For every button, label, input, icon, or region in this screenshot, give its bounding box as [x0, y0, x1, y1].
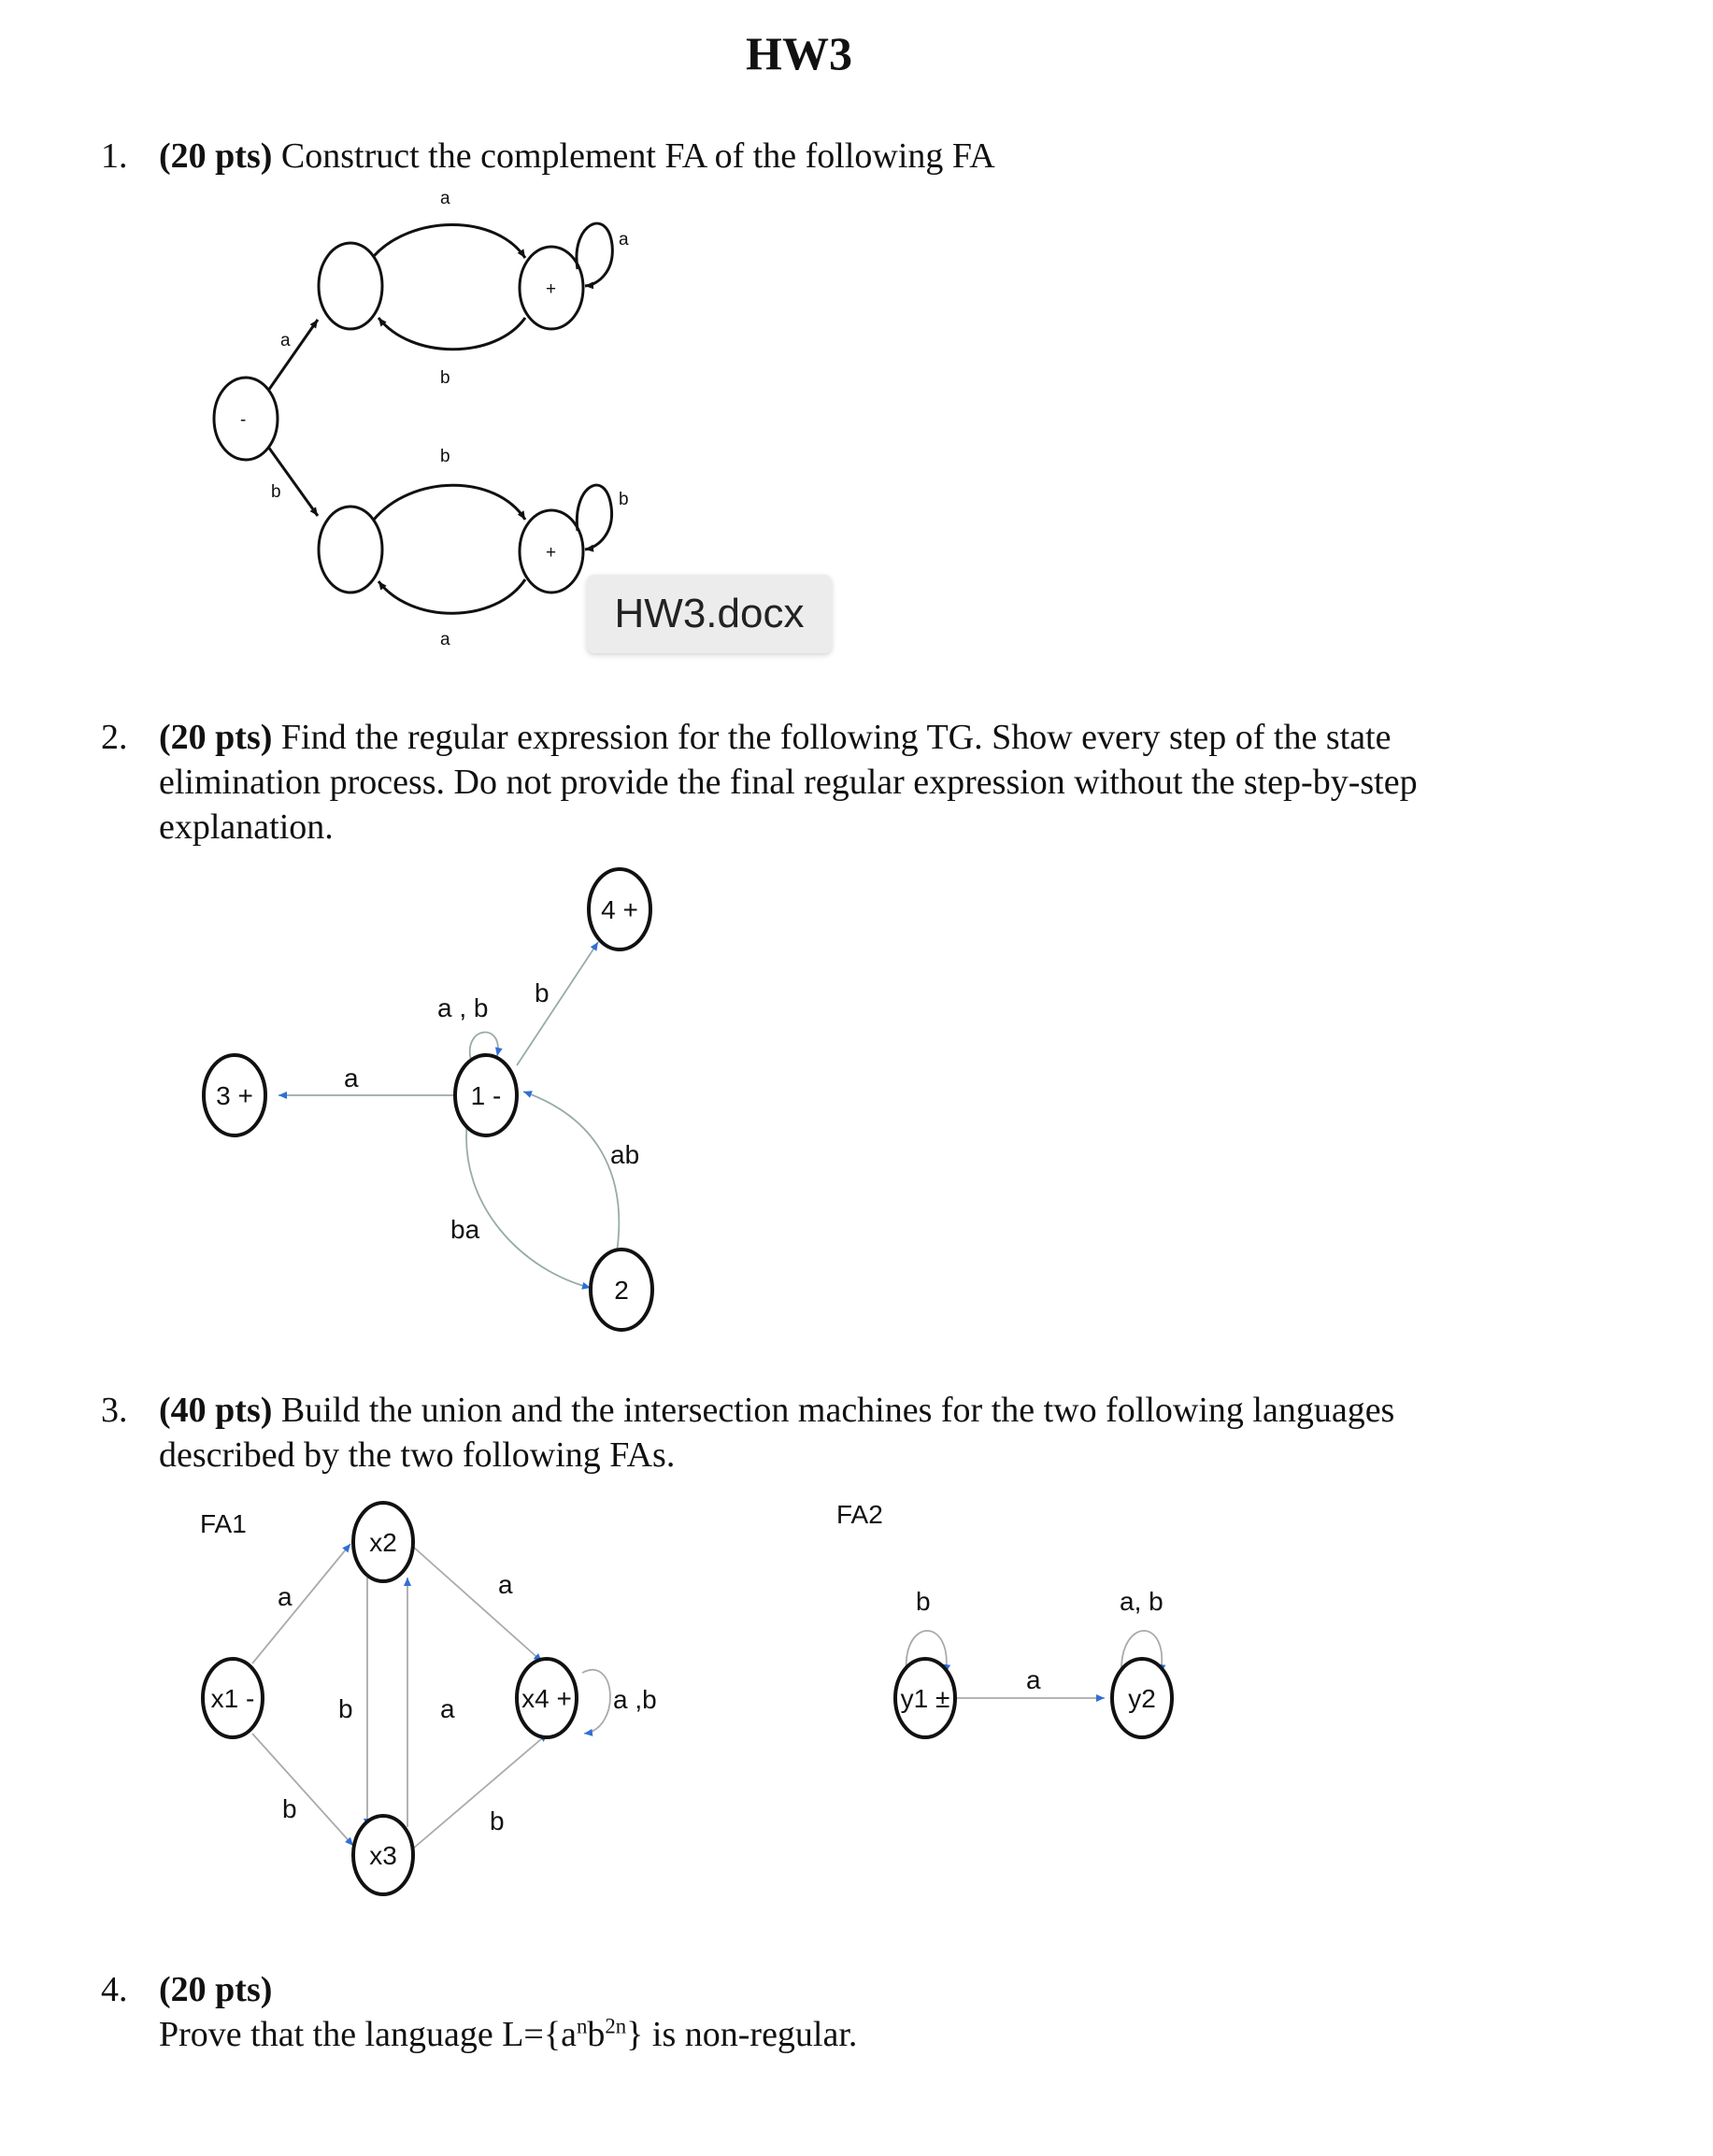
question-line-2: described by the two following FAs. [159, 1435, 676, 1475]
question-line-1: Find the regular expression for the following TG. Show every step of the state [280, 718, 1392, 757]
edge-start-to-bottom [268, 447, 318, 516]
q1-label-top-loop: a [619, 230, 629, 250]
edge-2-to-1 [523, 1092, 619, 1252]
filename-tooltip: HW3.docx [587, 575, 832, 653]
question-4 [101, 1967, 1596, 2061]
tg-state-4: 4 + [601, 895, 638, 924]
fa1-label-x4loop: a ,b [613, 1685, 657, 1714]
fa2-title: FA2 [836, 1500, 883, 1529]
tg-label-loop: a , b [437, 993, 489, 1022]
tg-label-to2: ba [450, 1215, 480, 1244]
fa2-state-y1: y1 ± [900, 1684, 950, 1713]
q1-label-bottom-top: b [440, 447, 450, 466]
tg-label-to3: a [344, 1064, 359, 1092]
state-q1-bottom-left [319, 507, 382, 593]
tg-state-1: 1 - [470, 1081, 502, 1110]
question-line-3: explanation. [159, 807, 334, 847]
fa2-label-y2loop: a, b [1120, 1587, 1163, 1616]
edge-x1-x2 [252, 1544, 350, 1663]
document-title: HW3 [746, 27, 852, 79]
question-prompt: Construct the complement FA of the following FA [280, 136, 995, 176]
edge-x2-x4 [413, 1547, 542, 1662]
fa1-label-x1x3: b [282, 1794, 297, 1823]
question-3 [101, 1388, 1596, 1481]
q1-label-bottom-bottom: a [440, 630, 450, 650]
q1-state-bottom-final-label: + [546, 543, 557, 563]
fa1-label-x3x4: b [490, 1806, 505, 1835]
q1-label-top-arc: a [440, 189, 450, 208]
question-text [159, 1967, 1617, 2057]
fa1-label-x2x4: a [498, 1570, 513, 1599]
tg-state-2: 2 [614, 1276, 629, 1305]
fa1-label-x1x2: a [278, 1582, 293, 1611]
edge-top-back [378, 318, 525, 350]
points: (20 pts) [159, 1970, 273, 2009]
edge-x3-x4 [413, 1734, 548, 1849]
points: (20 pts) [159, 718, 273, 757]
fa1-label-x3x2: a [440, 1694, 455, 1723]
question-text [159, 1388, 1617, 1478]
tg-state-3: 3 + [216, 1081, 253, 1110]
fa1-label-x2x3: b [338, 1694, 353, 1723]
fa1-title: FA1 [200, 1509, 247, 1538]
points: (20 pts) [159, 136, 273, 176]
edge-1-to-4 [517, 942, 598, 1065]
edge-bottom-top [374, 485, 525, 520]
question-line-1: Prove that the language $L=\{a^nb^{2n}\}$ is non-regular. [159, 2014, 858, 2054]
fa1-state-x1: x1 - [210, 1684, 255, 1713]
fa2-label-y1y2: a [1026, 1665, 1041, 1694]
tg-label-to4: b [535, 978, 550, 1007]
state-q1-top-left [319, 243, 382, 329]
question-2 [101, 715, 1596, 855]
q1-label-bottom-loop: b [619, 490, 629, 509]
q1-label-entry-b: b [271, 482, 281, 502]
fa1-state-x4: x4 + [521, 1684, 572, 1713]
points: (40 pts) [159, 1391, 273, 1430]
edge-1-to-2 [466, 1121, 591, 1288]
question-line-2: elimination process. Do not provide the final regular expression without the step-by-step [159, 763, 1418, 802]
fa1-state-x3: x3 [369, 1841, 397, 1870]
question-line-1: Build the union and the intersection machines for the two following languages [280, 1391, 1395, 1430]
question-number: 4. [101, 1970, 128, 2009]
q1-label-top-back: b [440, 368, 450, 388]
question-number: 2. [101, 718, 128, 757]
q1-state-top-final-label: + [546, 279, 557, 299]
q1-label-entry-a: a [280, 331, 291, 350]
edge-bottom-bottom [378, 579, 525, 613]
question-number: 3. [101, 1391, 128, 1430]
tg-label-from2: ab [610, 1140, 640, 1169]
edge-x1-x3 [252, 1734, 353, 1846]
fa2-state-y2: y2 [1128, 1684, 1156, 1713]
edge-start-to-top [268, 320, 318, 391]
fa1-state-x2: x2 [369, 1528, 397, 1557]
edge-x4-loop [582, 1670, 610, 1734]
question-number: 1. [101, 136, 128, 176]
question-text [159, 715, 1617, 850]
q1-state-start-label: - [240, 410, 247, 430]
edge-top-arc [374, 225, 525, 259]
fa2-label-y1loop: b [916, 1587, 931, 1616]
